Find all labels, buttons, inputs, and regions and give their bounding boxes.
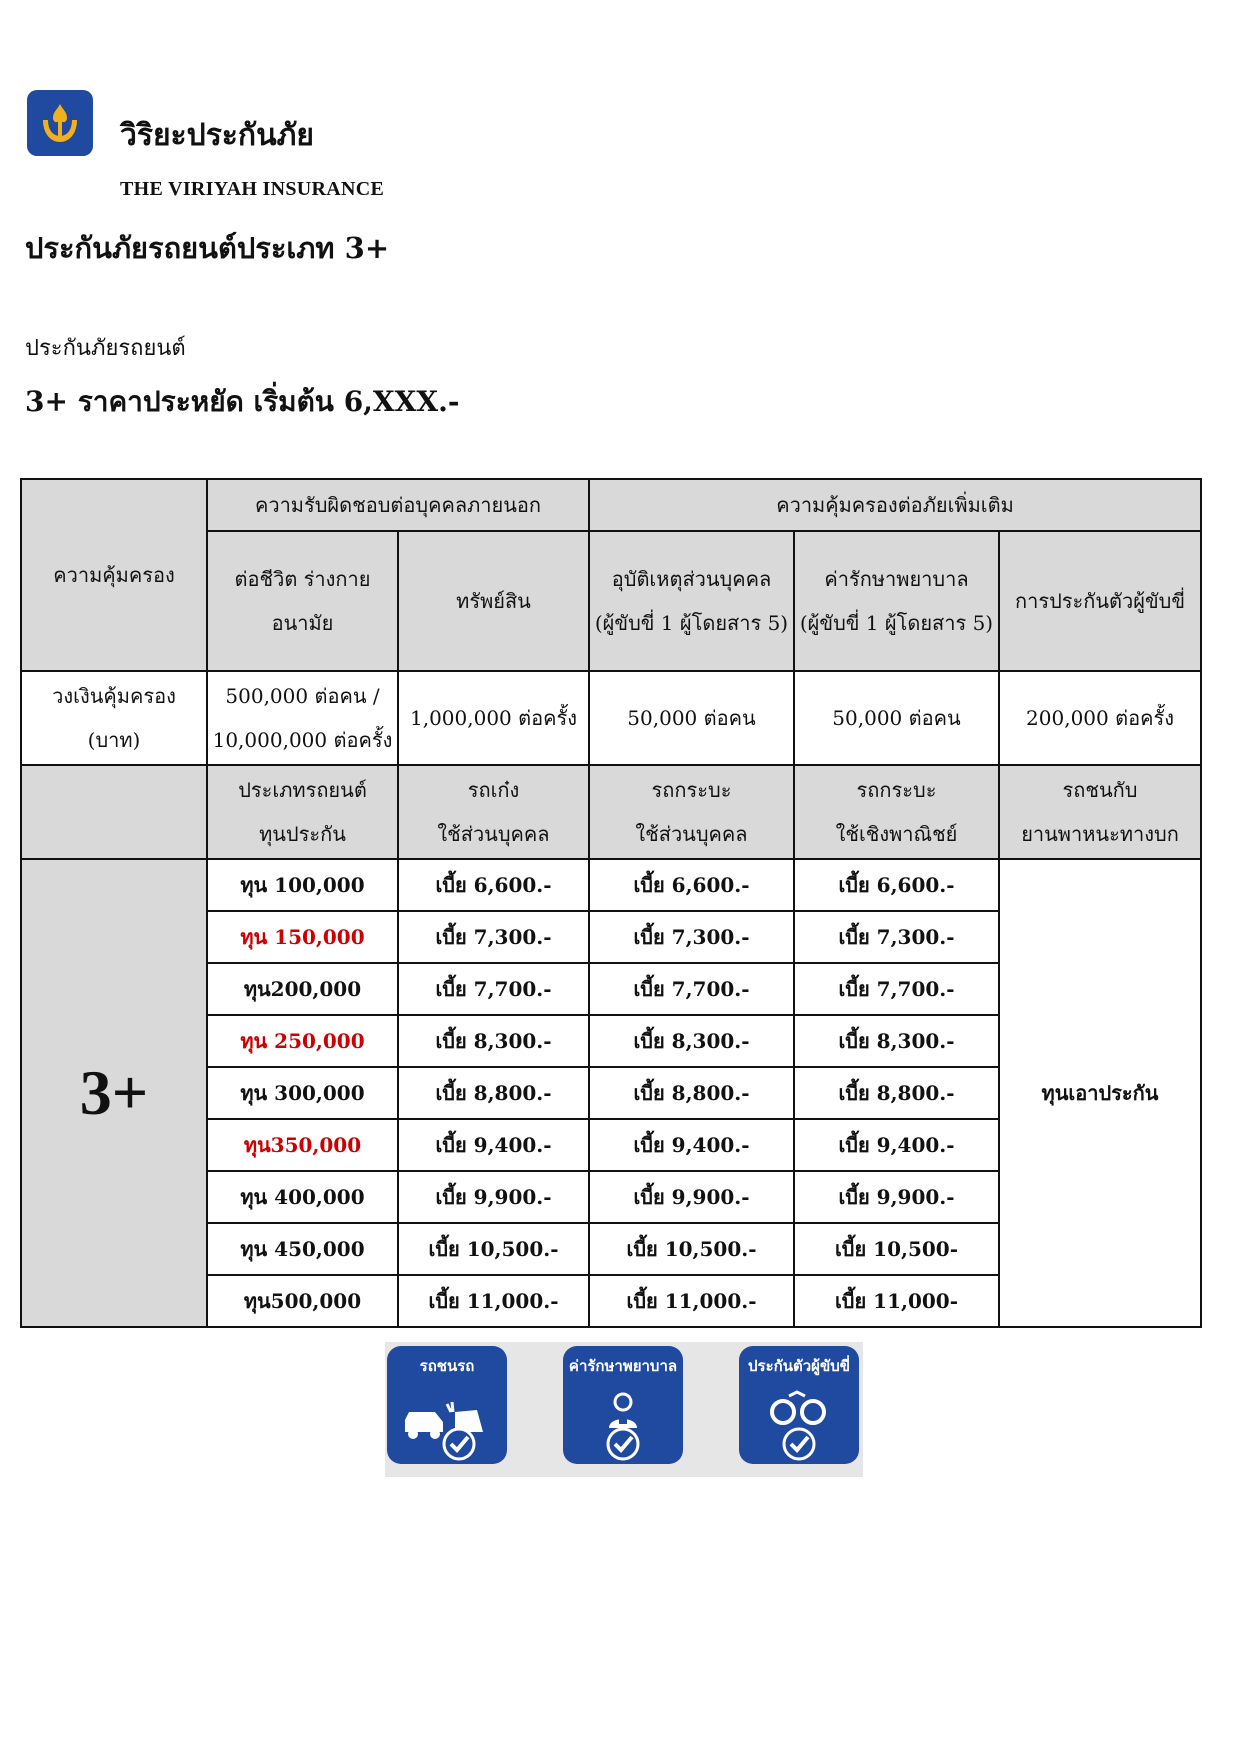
- vehicle-type-header: ประเภทรถยนต์ ทุนประกัน: [207, 765, 398, 859]
- car-collision-card: [387, 1346, 507, 1464]
- sum-insured-cell: ทุน 150,000: [207, 911, 398, 963]
- bail-bond-header: การประกันตัวผู้ขับขี่: [999, 531, 1201, 671]
- coverage-table: [20, 478, 1202, 1328]
- premium-pickup-commercial-cell: เบี้ย 9,900.-: [794, 1171, 999, 1223]
- promo-headline: 3+ ราคาประหยัด เริ่มต้น 6,XXX.-: [25, 385, 460, 418]
- premium-sedan-cell: เบี้ย 6,600.-: [398, 859, 589, 911]
- premium-sedan-cell: เบี้ย 11,000.-: [398, 1275, 589, 1327]
- pickup-private-header: รถกระบะ ใช้ส่วนบุคคล: [589, 765, 794, 859]
- premium-pickup-private-cell: เบี้ย 9,400.-: [589, 1119, 794, 1171]
- premium-pickup-commercial-cell: เบี้ย 6,600.-: [794, 859, 999, 911]
- premium-sedan-cell: เบี้ย 9,400.-: [398, 1119, 589, 1171]
- pickup-commercial-header: รถกระบะ ใช้เชิงพาณิชย์: [794, 765, 999, 859]
- table-row: [21, 859, 1201, 911]
- premium-pickup-commercial-cell: เบี้ย 9,400.-: [794, 1119, 999, 1171]
- premium-pickup-private-cell: เบี้ย 7,300.-: [589, 911, 794, 963]
- car-collision-icon: [397, 1382, 497, 1462]
- medical-expense-header: ค่ารักษาพยาบาล (ผู้ขับขี่ 1 ผู้โดยสาร 5): [794, 531, 999, 671]
- property-header: ทรัพย์สิน: [398, 531, 589, 671]
- sum-insured-note: ทุนเอาประกัน: [999, 859, 1201, 1327]
- limit-accident: 50,000 ต่อคน: [589, 671, 794, 765]
- coverage-header: ความคุ้มครอง: [21, 479, 207, 671]
- sum-insured-cell: ทุน 400,000: [207, 1171, 398, 1223]
- car-collision-label: รถชนรถ: [419, 1357, 475, 1375]
- premium-sedan-cell: เบี้ย 9,900.-: [398, 1171, 589, 1223]
- sum-insured-cell: ทุน 450,000: [207, 1223, 398, 1275]
- additional-coverage-header: ความคุ้มครองต่อภัยเพิ่มเติม: [589, 479, 1201, 531]
- premium-pickup-private-cell: เบี้ย 8,300.-: [589, 1015, 794, 1067]
- sum-insured-cell: ทุน200,000: [207, 963, 398, 1015]
- table-header-row: [21, 479, 1201, 531]
- limit-life: 500,000 ต่อคน / 10,000,000 ต่อครั้ง: [207, 671, 398, 765]
- premium-sedan-cell: เบี้ย 8,800.-: [398, 1067, 589, 1119]
- medical-label: ค่ารักษาพยาบาล: [568, 1357, 678, 1375]
- section-label: ประกันภัยรถยนต์: [25, 336, 186, 361]
- brand-name-th: วิริยะประกันภัย: [120, 118, 314, 153]
- sum-insured-cell: ทุน 300,000: [207, 1067, 398, 1119]
- premium-pickup-commercial-cell: เบี้ย 8,300.-: [794, 1015, 999, 1067]
- limit-label: วงเงินคุ้มครอง (บาท): [21, 671, 207, 765]
- life-body-header: ต่อชีวิต ร่างกาย อนามัย: [207, 531, 398, 671]
- premium-pickup-private-cell: เบี้ย 7,700.-: [589, 963, 794, 1015]
- sum-insured-cell: ทุน 100,000: [207, 859, 398, 911]
- sum-insured-cell: ทุน350,000: [207, 1119, 398, 1171]
- medical-card: [563, 1346, 683, 1464]
- limits-row: [21, 671, 1201, 765]
- premium-pickup-private-cell: เบี้ย 8,800.-: [589, 1067, 794, 1119]
- personal-accident-header: อุบัติเหตุส่วนบุคคล (ผู้ขับขี่ 1 ผู้โดยสาร 5): [589, 531, 794, 671]
- premium-sedan-cell: เบี้ย 8,300.-: [398, 1015, 589, 1067]
- medical-staff-icon: [573, 1382, 673, 1462]
- third-party-header: ความรับผิดชอบต่อบุคคลภายนอก: [207, 479, 589, 531]
- premium-pickup-commercial-cell: เบี้ย 10,500-: [794, 1223, 999, 1275]
- premium-pickup-commercial-cell: เบี้ย 11,000-: [794, 1275, 999, 1327]
- limit-bail: 200,000 ต่อครั้ง: [999, 671, 1201, 765]
- vehicle-type-row: [21, 765, 1201, 859]
- limit-property: 1,000,000 ต่อครั้ง: [398, 671, 589, 765]
- page-title: ประกันภัยรถยนต์ประเภท 3+: [25, 231, 390, 265]
- premium-pickup-private-cell: เบี้ย 11,000.-: [589, 1275, 794, 1327]
- premium-sedan-cell: เบี้ย 7,300.-: [398, 911, 589, 963]
- premium-pickup-private-cell: เบี้ย 10,500.-: [589, 1223, 794, 1275]
- premium-pickup-private-cell: เบี้ย 6,600.-: [589, 859, 794, 911]
- premium-pickup-private-cell: เบี้ย 9,900.-: [589, 1171, 794, 1223]
- viriyah-logo: [27, 90, 93, 156]
- limit-medical: 50,000 ต่อคน: [794, 671, 999, 765]
- sum-insured-cell: ทุน500,000: [207, 1275, 398, 1327]
- bail-label: ประกันตัวผู้ขับขี่: [748, 1357, 850, 1375]
- premium-pickup-commercial-cell: เบี้ย 8,800.-: [794, 1067, 999, 1119]
- empty-cell: [21, 765, 207, 859]
- logo-emblem-icon: [27, 90, 93, 156]
- sedan-header: รถเก๋ง ใช้ส่วนบุคคล: [398, 765, 589, 859]
- coverage-icons-strip: [385, 1342, 863, 1477]
- premium-pickup-commercial-cell: เบี้ย 7,300.-: [794, 911, 999, 963]
- collision-header: รถชนกับ ยานพาหนะทางบก: [999, 765, 1201, 859]
- premium-pickup-commercial-cell: เบี้ย 7,700.-: [794, 963, 999, 1015]
- plan-label: 3+: [21, 859, 207, 1327]
- premium-sedan-cell: เบี้ย 7,700.-: [398, 963, 589, 1015]
- premium-sedan-cell: เบี้ย 10,500.-: [398, 1223, 589, 1275]
- sum-insured-cell: ทุน 250,000: [207, 1015, 398, 1067]
- handcuffs-icon: [749, 1382, 849, 1462]
- bail-card: [739, 1346, 859, 1464]
- brand-name-en: THE VIRIYAH INSURANCE: [120, 178, 385, 200]
